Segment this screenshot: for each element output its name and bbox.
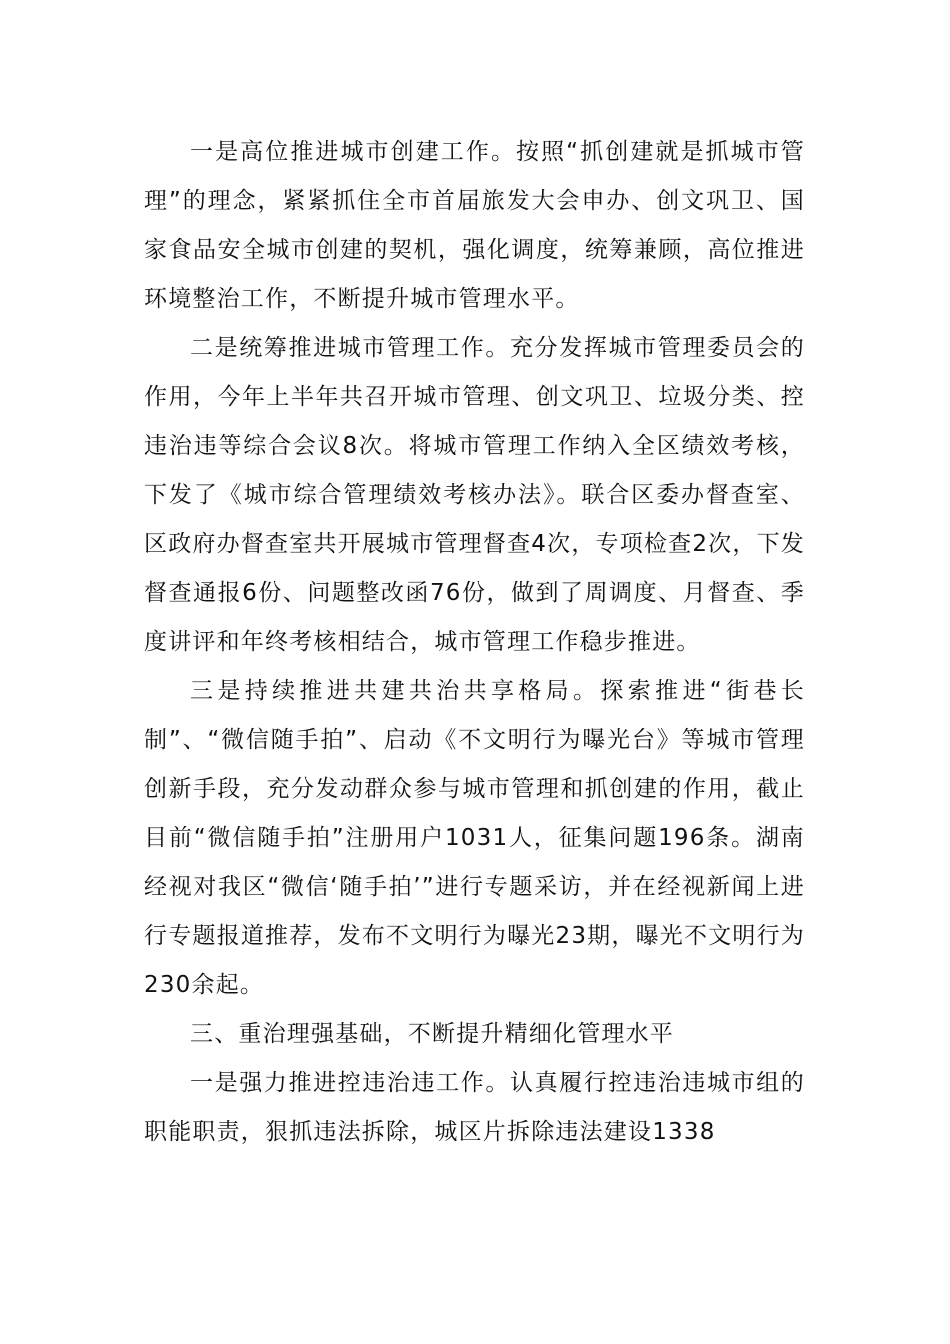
paragraph-co-governance: 三是持续推进共建共治共享格局。探索推进“街巷长制”、“微信随手拍”、启动《不文明行为曝光台》等城市管理创新手段，充分发动群众参与城市管理和抓创建的作用，截止目前“微信随手拍”注册用户1031人，征集问题196条。湖南经视对我区“微信‘随手拍’”进行专题采访，并在经视新闻上进行专题报道推荐，发布不文明行为曝光23期，曝光不文明行为230余起。 bbox=[144, 678, 805, 998]
paragraph-illegal-construction: 一是强力推进控违治违工作。认真履行控违治违城市组的职能职责，狠抓违法拆除，城区片拆除违法建设1338 bbox=[144, 1070, 805, 1145]
section-heading-refined-management: 三、重治理强基础，不断提升精细化管理水平 bbox=[190, 1021, 674, 1047]
paragraph-creation-work: 一是高位推进城市创建工作。按照“抓创建就是抓城市管理”的理念，紧紧抓住全市首届旅发大会申办、创文巩卫、国家食品安全城市创建的契机，强化调度，统筹兼顾，高位推进环境整治工作，不断提升城市管理水平。 bbox=[144, 139, 805, 312]
paragraph-city-management: 二是统筹推进城市管理工作。充分发挥城市管理委员会的作用，今年上半年共召开城市管理、创文巩卫、垃圾分类、控违治违等综合会议8次。将城市管理工作纳入全区绩效考核，下发了《城市综合管理绩效考核办法》。联合区委办督查室、区政府办督查室共开展城市管理督查4次，专项检查2次，下发督查通报6份、问题整改函76份，做到了周调度、月督查、季度讲评和年终考核相结合，城市管理工作稳步推进。 bbox=[144, 335, 805, 655]
